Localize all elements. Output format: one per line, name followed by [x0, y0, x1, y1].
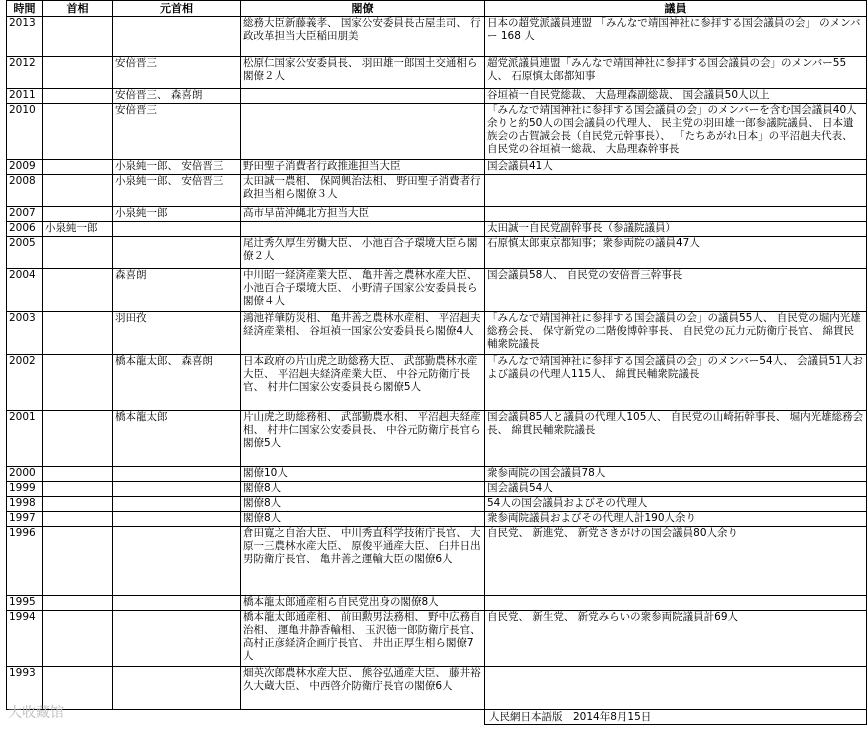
cell-members: 日本の超党派議員連盟 「みんなで靖国神社に参拝する国会議員の会」 のメンバー 168 人 [485, 17, 867, 57]
cell-year: 1999 [7, 482, 43, 497]
cell-former-pm [113, 222, 241, 237]
cell-pm [43, 355, 113, 411]
cell-members: 国会議員58人、 自民党の安倍晋三幹事長 [485, 269, 867, 312]
table-row [7, 667, 867, 710]
cell-year: 1995 [7, 596, 43, 611]
cell-pm [43, 17, 113, 57]
yasukuni-visit-table [6, 0, 867, 725]
cell-year: 2012 [7, 57, 43, 89]
header-former-pm: 元首相 [113, 1, 241, 17]
cell-members [485, 667, 867, 710]
cell-former-pm [113, 596, 241, 611]
cell-former-pm [113, 527, 241, 596]
table-row [7, 89, 867, 104]
cell-former-pm [113, 237, 241, 269]
cell-pm [43, 527, 113, 596]
cell-pm [43, 89, 113, 104]
table-row [7, 611, 867, 667]
cell-members: 国会議員85人と議員の代理人105人、 自民党の山崎拓幹事長、 堀内光雄総務会長、 綿貫民輔衆院議長 [485, 411, 867, 467]
header-members: 議員 [485, 1, 867, 17]
cell-members: 谷垣禎一自民党総裁、 大島理森副総裁、 国会議員50人以上 [485, 89, 867, 104]
table-row [7, 355, 867, 411]
cell-year: 1994 [7, 611, 43, 667]
table-row [7, 312, 867, 355]
cell-pm [43, 411, 113, 467]
cell-year: 2004 [7, 269, 43, 312]
cell-members: 石原慎太郎東京都知事；衆参両院の議員47人 [485, 237, 867, 269]
cell-cabinet: 鴻池祥肇防災相、 亀井善之農林水産相、 平沼赳夫経済産業相、 谷垣禎一国家公安委員長ら閣僚4人 [241, 312, 485, 355]
cell-members [485, 175, 867, 207]
cell-pm [43, 104, 113, 160]
cell-cabinet [241, 222, 485, 237]
table-row [7, 237, 867, 269]
cell-cabinet: 閣僚10人 [241, 467, 485, 482]
source-footer: 人民網日本語版 2014年8月15日 [485, 710, 867, 725]
table-row [7, 527, 867, 596]
table-row [7, 269, 867, 312]
cell-cabinet: 松原仁国家公安委員長、 羽田雄一郎国土交通相ら閣僚２人 [241, 57, 485, 89]
table-row [7, 104, 867, 160]
cell-year: 2000 [7, 467, 43, 482]
cell-pm [43, 269, 113, 312]
cell-year: 2005 [7, 237, 43, 269]
cell-year: 2007 [7, 207, 43, 222]
cell-pm [43, 160, 113, 175]
table-row [7, 160, 867, 175]
table-row [7, 411, 867, 467]
cell-former-pm: 森喜朗 [113, 269, 241, 312]
cell-former-pm: 安倍晋三 [113, 104, 241, 160]
cell-former-pm: 小泉純一郎、 安倍晋三 [113, 175, 241, 207]
cell-former-pm: 小泉純一郎 [113, 207, 241, 222]
table-row [7, 57, 867, 89]
cell-year: 1997 [7, 512, 43, 527]
cell-year: 1998 [7, 497, 43, 512]
cell-former-pm [113, 512, 241, 527]
cell-former-pm [113, 611, 241, 667]
table-row [7, 512, 867, 527]
table-row [7, 17, 867, 57]
footer-empty-cell [241, 710, 485, 725]
cell-former-pm: 橋本龍太郎、 森喜朗 [113, 355, 241, 411]
cell-year: 2013 [7, 17, 43, 57]
cell-year: 2006 [7, 222, 43, 237]
table-row [7, 207, 867, 222]
header-cabinet: 閣僚 [241, 1, 485, 17]
cell-year: 2010 [7, 104, 43, 160]
cell-cabinet: 尾辻秀久厚生労働大臣、 小池百合子環境大臣ら閣僚２人 [241, 237, 485, 269]
cell-cabinet: 橋本龍太郎通産相ら自民党出身の閣僚8人 [241, 596, 485, 611]
cell-pm: 小泉純一郎 [43, 222, 113, 237]
cell-members: 太田誠一自民党副幹事長（参議院議員） [485, 222, 867, 237]
cell-cabinet: 高市早苗沖縄北方担当大臣 [241, 207, 485, 222]
cell-cabinet: 片山虎之助総務相、 武部勤農水相、 平沼赳夫経産相、 村井仁国家公安委員長、 中谷元防衛庁長官ら閣僚5人 [241, 411, 485, 467]
cell-pm [43, 467, 113, 482]
cell-cabinet: 倉田寛之自治大臣、 中川秀直科学技術庁長官、 大原一三農林水産大臣、 原俊平通産大臣、 臼井日出男防衛庁長官、 亀井善之運輸大臣の閣僚6人 [241, 527, 485, 596]
cell-former-pm [113, 482, 241, 497]
table-row [7, 596, 867, 611]
footer-empty-cell [113, 710, 241, 725]
cell-former-pm: 安倍晋三 [113, 57, 241, 89]
cell-cabinet [241, 104, 485, 160]
cell-members: 衆参両院の国会議員78人 [485, 467, 867, 482]
cell-cabinet: 野田聖子消費者行政推進担当大臣 [241, 160, 485, 175]
cell-cabinet: 総務大臣新藤義孝、 国家公安委員長古屋圭司、 行政改革担当大臣稲田朋美 [241, 17, 485, 57]
watermark-text: 大收藏馆 [8, 705, 64, 721]
cell-cabinet [241, 89, 485, 104]
cell-pm [43, 512, 113, 527]
cell-pm [43, 596, 113, 611]
cell-members: 自民党、 新生党、 新党みらいの衆参両院議員計69人 [485, 611, 867, 667]
cell-cabinet: 太田誠一農相、 保岡興治法相、 野田聖子消費者行政担当相ら閣僚３人 [241, 175, 485, 207]
cell-cabinet: 畑英次郎農林水産大臣、 熊谷弘通産大臣、 藤井裕久大蔵大臣、 中西啓介防衛庁長官の閣僚6人 [241, 667, 485, 710]
table-row [7, 222, 867, 237]
footer-row [7, 710, 867, 725]
cell-pm [43, 57, 113, 89]
cell-pm [43, 497, 113, 512]
cell-members: 「みんなで靖国神社に参拝する国会議員の会」の議員55人、 自民党の堀内光雄総務会長、 保守新党の二階俊博幹事長、 自民党の瓦力元防衛庁長官、 綿貫民輔衆院議長 [485, 312, 867, 355]
cell-pm [43, 312, 113, 355]
cell-former-pm: 橋本龍太郎 [113, 411, 241, 467]
cell-pm [43, 482, 113, 497]
cell-pm [43, 207, 113, 222]
cell-cabinet: 閣僚8人 [241, 512, 485, 527]
table-row [7, 467, 867, 482]
cell-members: 国会議員41人 [485, 160, 867, 175]
cell-members: 衆参両院議員およびその代理人計190人余り [485, 512, 867, 527]
cell-cabinet: 閣僚8人 [241, 497, 485, 512]
cell-year: 1993 [7, 667, 43, 710]
header-row [7, 1, 867, 17]
cell-pm [43, 175, 113, 207]
cell-year: 1996 [7, 527, 43, 596]
cell-former-pm [113, 497, 241, 512]
cell-year: 2003 [7, 312, 43, 355]
cell-members [485, 596, 867, 611]
header-pm: 首相 [43, 1, 113, 17]
table-row [7, 482, 867, 497]
header-time: 時間 [7, 1, 43, 17]
cell-members: 自民党、 新進党、 新党さきがけの国会議員80人余り [485, 527, 867, 596]
cell-former-pm [113, 467, 241, 482]
cell-year: 2001 [7, 411, 43, 467]
cell-year: 2002 [7, 355, 43, 411]
cell-year: 2011 [7, 89, 43, 104]
cell-members: 54人の国会議員およびその代理人 [485, 497, 867, 512]
cell-members: 国会議員54人 [485, 482, 867, 497]
cell-former-pm: 羽田孜 [113, 312, 241, 355]
cell-year: 2009 [7, 160, 43, 175]
cell-members [485, 207, 867, 222]
cell-pm [43, 237, 113, 269]
cell-year: 2008 [7, 175, 43, 207]
cell-cabinet: 中川昭一経済産業大臣、 亀井善之農林水産大臣、 小池百合子環境大臣、 小野清子国家公安委員長ら閣僚４人 [241, 269, 485, 312]
cell-former-pm [113, 667, 241, 710]
table-row [7, 497, 867, 512]
cell-cabinet: 日本政府の片山虎之助総務大臣、 武部勤農林水産大臣、 平沼赳夫経済産業大臣、 中谷元防衛庁長官、 村井仁国家公安委員長ら閣僚5人 [241, 355, 485, 411]
cell-cabinet: 橋本龍太郎通産相、 前田勲男法務相、 野中広務自治相、 運亀井静香輸相、 玉沢徳一郎防衛庁長官、 高村正彦経済企画庁長官、 井出正厚生相ら閣僚7人 [241, 611, 485, 667]
cell-cabinet: 閣僚8人 [241, 482, 485, 497]
cell-former-pm: 安倍晋三、 森喜朗 [113, 89, 241, 104]
table-row [7, 175, 867, 207]
cell-members: 超党派議員連盟「みんなで靖国神社に参拝する国会議員の会」のメンバー55人、 石原慎太郎都知事 [485, 57, 867, 89]
cell-former-pm [113, 17, 241, 57]
cell-members: 「みんなで靖国神社に参拝する国会議員の会」のメンバー54人、 会議員51人および議員の代理人115人、 綿貫民輔衆院議長 [485, 355, 867, 411]
cell-members: 「みんなで靖国神社に参拝する国会議員の会」のメンバーを含む国会議員40人余りと約50人の国会議員の代理人、 民主党の羽田雄一郎参議院議員、 日本遺族会の古賀誠会長（自民党元幹事長）、 「たちあがれ日本」の平沼赳夫代表、 自民党の谷垣禎一総裁、 大島理森幹事長 [485, 104, 867, 160]
cell-former-pm: 小泉純一郎、 安倍晋三 [113, 160, 241, 175]
cell-pm [43, 611, 113, 667]
